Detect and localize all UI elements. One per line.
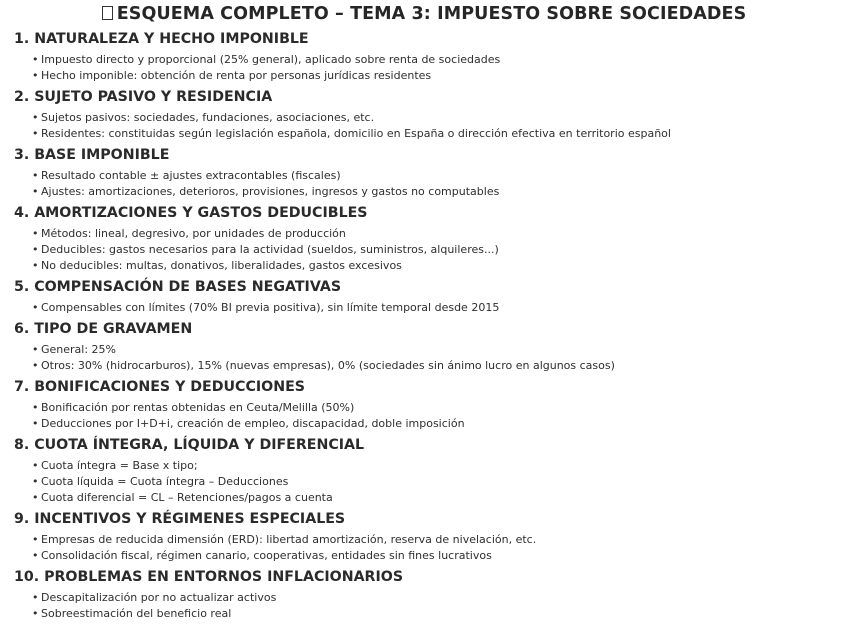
bullet-list — [0, 532, 848, 564]
list-item-text: Consolidación fiscal, régimen canario, cooperativas, entidades sin fines lucrativos — [41, 549, 492, 562]
bullet-icon: • — [32, 591, 39, 604]
list-item — [32, 474, 848, 490]
list-item-text: Descapitalización por no actualizar activos — [41, 591, 277, 604]
bullet-list — [0, 52, 848, 84]
document-title: ESQUEMA COMPLETO – TEMA 3: IMPUESTO SOBRE SOCIEDADES — [116, 4, 747, 24]
list-item — [32, 490, 848, 506]
section-heading: 5. COMPENSACIÓN DE BASES NEGATIVAS — [14, 279, 342, 295]
list-item — [32, 52, 848, 68]
sections-container — [0, 26, 848, 622]
list-item — [32, 416, 848, 432]
list-item-text: Resultado contable ± ajustes extracontables (fiscales) — [41, 169, 341, 182]
bullet-icon: • — [32, 243, 39, 256]
section — [0, 432, 848, 506]
list-item-text: General: 25% — [41, 343, 117, 356]
bullet-list — [0, 110, 848, 142]
list-item-text: Hecho imponible: obtención de renta por personas jurídicas residentes — [41, 69, 432, 82]
list-item-text: Cuota diferencial = CL – Retenciones/pagos a cuenta — [41, 491, 333, 504]
bullet-list — [0, 342, 848, 374]
bullet-list — [0, 300, 848, 316]
list-item-text: Compensables con límites (70% BI previa positiva), sin límite temporal desde 2015 — [41, 301, 500, 314]
list-item — [32, 226, 848, 242]
bullet-icon: • — [32, 111, 39, 124]
section — [0, 84, 848, 142]
list-item-text: Ajustes: amortizaciones, deterioros, provisiones, ingresos y gastos no computables — [41, 185, 500, 198]
list-item-text: Impuesto directo y proporcional (25% general), aplicado sobre renta de sociedades — [41, 53, 501, 66]
list-item — [32, 400, 848, 416]
bullet-icon: • — [32, 169, 39, 182]
list-item-text: Otros: 30% (hidrocarburos), 15% (nuevas empresas), 0% (sociedades sin ánimo lucro en algunos casos) — [41, 359, 615, 372]
section — [0, 374, 848, 432]
list-item-text: Cuota líquida = Cuota íntegra – Deducciones — [41, 475, 289, 488]
section-heading: 9. INCENTIVOS Y RÉGIMENES ESPECIALES — [14, 511, 346, 527]
section-heading: 7. BONIFICACIONES Y DEDUCCIONES — [14, 379, 305, 395]
section-heading: 2. SUJETO PASIVO Y RESIDENCIA — [14, 89, 273, 105]
bullet-icon: • — [32, 227, 39, 240]
bullet-icon: • — [32, 301, 39, 314]
list-item-text: Empresas de reducida dimensión (ERD): libertad amortización, reserva de nivelación, etc. — [41, 533, 537, 546]
list-item — [32, 126, 848, 142]
section — [0, 316, 848, 374]
list-item-text: Bonificación por rentas obtenidas en Ceuta/Melilla (50%) — [41, 401, 355, 414]
list-item — [32, 548, 848, 564]
list-item-text: Deducciones por I+D+i, creación de empleo, discapacidad, doble imposición — [41, 417, 465, 430]
section-heading: 6. TIPO DE GRAVAMEN — [14, 321, 193, 337]
bullet-icon: • — [32, 607, 39, 620]
list-item-text: No deducibles: multas, donativos, liberalidades, gastos excesivos — [41, 259, 402, 272]
section-heading: 8. CUOTA ÍNTEGRA, LÍQUIDA Y DIFERENCIAL — [14, 437, 365, 453]
list-item — [32, 242, 848, 258]
section — [0, 142, 848, 200]
bullet-icon: • — [32, 401, 39, 414]
bullet-icon: • — [32, 343, 39, 356]
bullet-icon: • — [32, 69, 39, 82]
bullet-list — [0, 226, 848, 274]
list-item-text: Métodos: lineal, degresivo, por unidades de producción — [41, 227, 346, 240]
bullet-icon: • — [32, 475, 39, 488]
list-item — [32, 184, 848, 200]
list-item — [32, 342, 848, 358]
bullet-list — [0, 458, 848, 506]
list-item-text: Sujetos pasivos: sociedades, fundaciones, asociaciones, etc. — [41, 111, 375, 124]
bullet-icon: • — [32, 533, 39, 546]
list-item — [32, 532, 848, 548]
list-item — [32, 606, 848, 622]
bullet-icon: • — [32, 53, 39, 66]
missing-glyph-icon — [102, 6, 113, 20]
section-heading: 4. AMORTIZACIONES Y GASTOS DEDUCIBLES — [14, 205, 368, 221]
section-heading: 10. PROBLEMAS EN ENTORNOS INFLACIONARIOS — [14, 569, 404, 585]
list-item-text: Sobreestimación del beneficio real — [41, 607, 232, 620]
bullet-list — [0, 400, 848, 432]
bullet-icon: • — [32, 185, 39, 198]
list-item — [32, 358, 848, 374]
list-item — [32, 168, 848, 184]
section — [0, 564, 848, 622]
bullet-icon: • — [32, 549, 39, 562]
bullet-list — [0, 168, 848, 200]
bullet-icon: • — [32, 127, 39, 140]
document-title-row — [0, 3, 848, 25]
list-item — [32, 300, 848, 316]
section — [0, 26, 848, 84]
section — [0, 274, 848, 316]
section — [0, 200, 848, 274]
bullet-icon: • — [32, 491, 39, 504]
list-item-text: Deducibles: gastos necesarios para la actividad (sueldos, suministros, alquileres...) — [41, 243, 499, 256]
section — [0, 506, 848, 564]
list-item-text: Residentes: constituidas según legislación española, domicilio en España o dirección efectiva en territorio español — [41, 127, 671, 140]
bullet-icon: • — [32, 417, 39, 430]
section-heading: 1. NATURALEZA Y HECHO IMPONIBLE — [14, 31, 309, 47]
bullet-icon: • — [32, 359, 39, 372]
list-item — [32, 258, 848, 274]
list-item — [32, 458, 848, 474]
section-heading: 3. BASE IMPONIBLE — [14, 147, 170, 163]
bullet-icon: • — [32, 459, 39, 472]
bullet-icon: • — [32, 259, 39, 272]
list-item — [32, 590, 848, 606]
list-item — [32, 110, 848, 126]
list-item — [32, 68, 848, 84]
list-item-text: Cuota íntegra = Base x tipo; — [41, 459, 198, 472]
bullet-list — [0, 590, 848, 622]
